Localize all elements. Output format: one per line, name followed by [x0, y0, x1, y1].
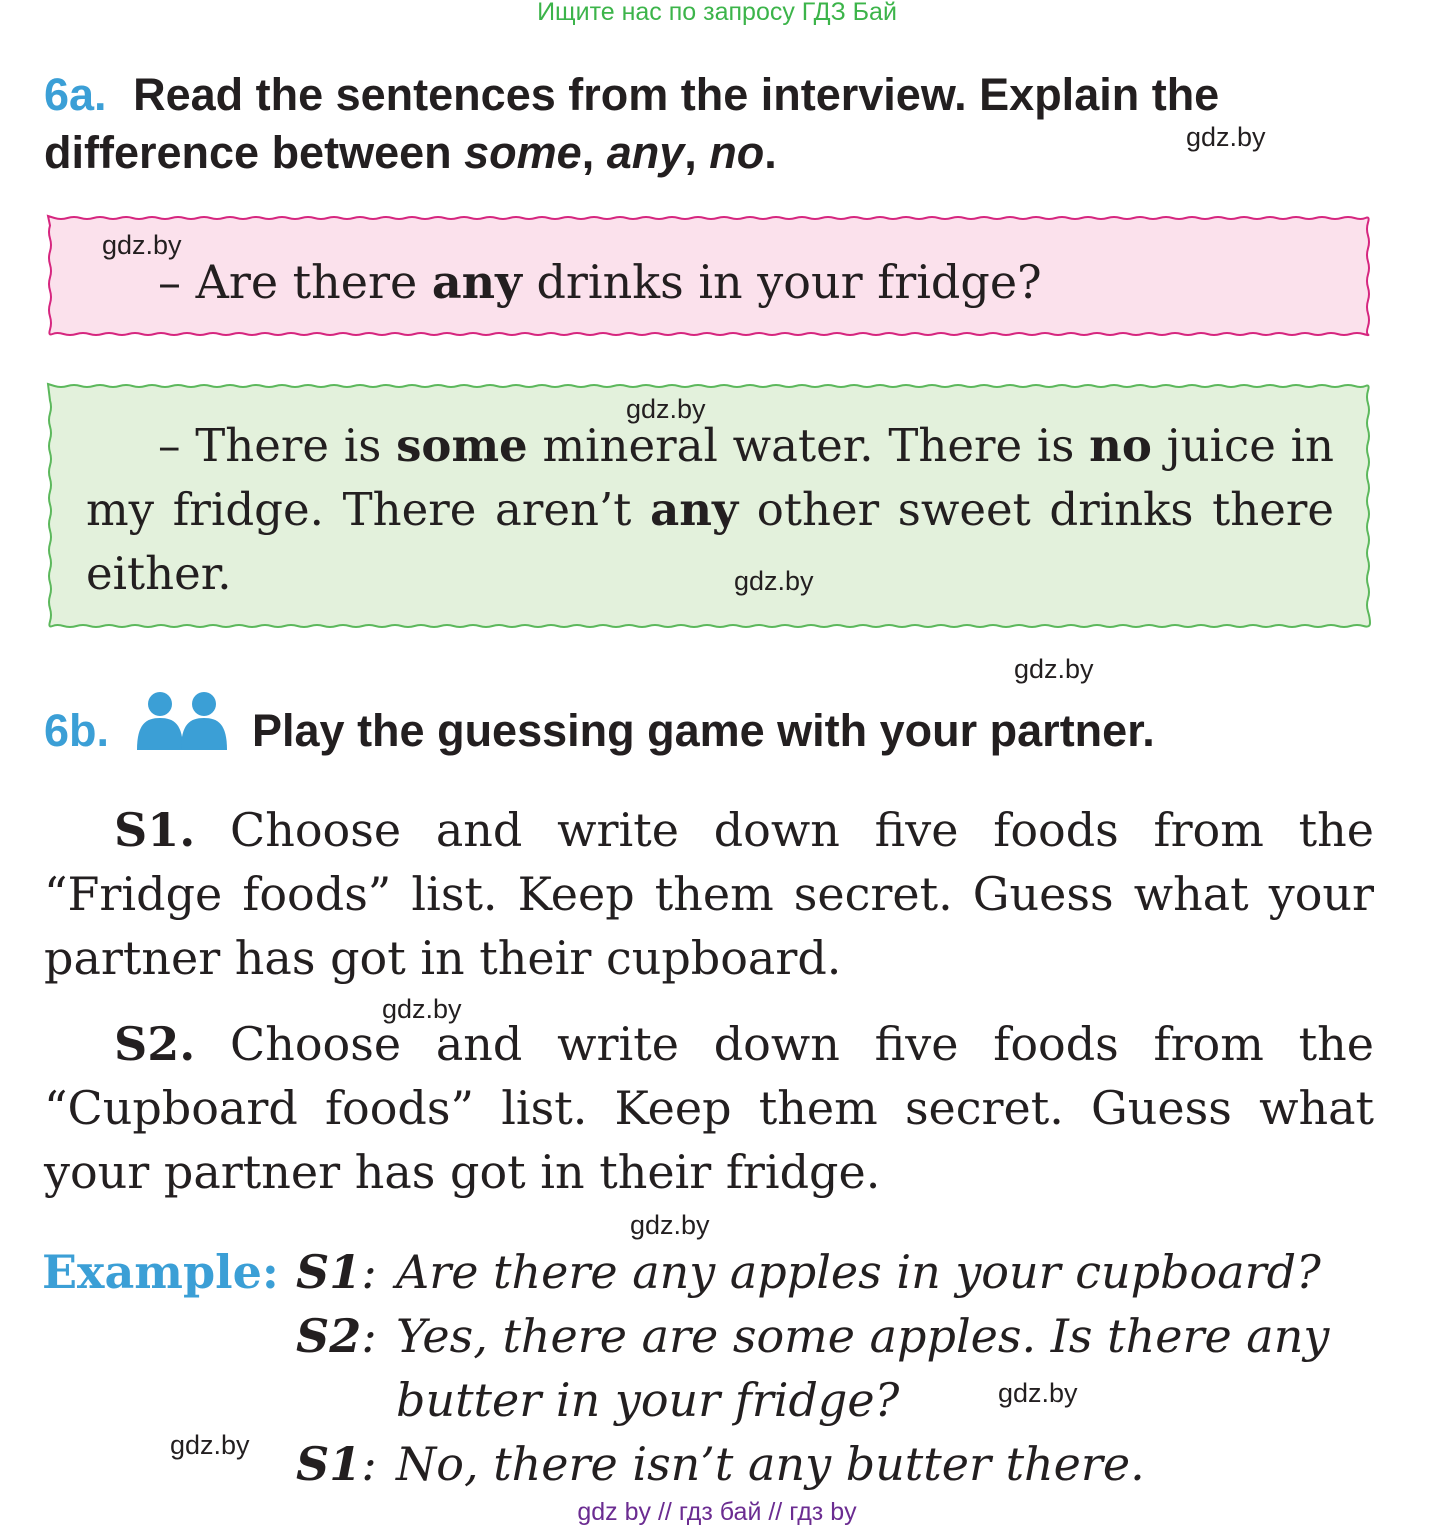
exercise-6a-heading: [44, 66, 1379, 182]
dialogue-line: S1: Are there any apples in your cupboard?: [296, 1245, 1321, 1299]
line-text: butter in your fridge?: [396, 1373, 900, 1427]
bold-any: any: [650, 483, 739, 536]
bold-some: some: [396, 419, 528, 472]
watermark: gdz.by: [734, 566, 814, 596]
bold-no: no: [1089, 419, 1152, 472]
exercise-number: 6b.: [44, 705, 110, 756]
sentence-part: drinks in your fridge?: [521, 255, 1042, 309]
pair-work-icon: [136, 690, 228, 750]
speaker: S2: [296, 1309, 362, 1363]
watermark: gdz.by: [102, 230, 182, 260]
watermark: gdz.by: [626, 394, 706, 424]
bottom-links[interactable]: gdz by // гдз бай // гдз by: [577, 1498, 857, 1526]
heading-line-1: Read the sentences from the interview. Explain the: [133, 69, 1220, 120]
sentence-part: other sweet drinks there either.: [86, 483, 1334, 600]
dialogue-line: S2: Yes, there are some apples. Is there any: [296, 1309, 1330, 1363]
exercise-number: 6a.: [44, 69, 107, 120]
answer-sentence: [86, 414, 1334, 606]
s2-text: Choose and write down five foods from the “Cupboard foods” list. Keep them secret. Guess what your partner has got in their fridge.: [44, 1017, 1374, 1199]
bold-any: any: [431, 255, 522, 309]
s1-instruction: [44, 798, 1374, 990]
watermark: gdz.by: [630, 1210, 710, 1240]
s1-label: S1.: [114, 803, 196, 857]
sentence-part: juice in my fridge. There aren’t: [86, 419, 1334, 536]
watermark: gdz.by: [170, 1430, 250, 1460]
s1-text: Choose and write down five foods from the “Fridge foods” list. Keep them secret. Guess what your partner has got in their cupboard.: [44, 803, 1374, 985]
top-banner[interactable]: Ищите нас по запросу ГДЗ Бай: [537, 0, 897, 26]
question-sentence: [158, 250, 1042, 314]
sentence-part: mineral water. There is: [527, 419, 1090, 472]
question-box: [42, 210, 1376, 342]
dialogue-line: S1: No, there isn’t any butter there.: [296, 1437, 1145, 1491]
exercise-6b-heading: [44, 702, 109, 760]
word-no: no: [709, 127, 765, 178]
line-text: Yes, there are some apples. Is there any: [396, 1309, 1330, 1363]
comma: ,: [581, 127, 607, 178]
sentence-part: – There is: [158, 419, 397, 472]
word-any: any: [606, 127, 685, 178]
watermark: gdz.by: [382, 994, 462, 1024]
s2-label: S2.: [114, 1017, 196, 1071]
example-dialogue: [296, 1240, 1329, 1496]
word-some: some: [464, 127, 582, 178]
answer-box: [42, 378, 1376, 634]
watermark: gdz.by: [998, 1378, 1078, 1408]
line-text: No, there isn’t any butter there.: [396, 1437, 1145, 1491]
watermark: gdz.by: [1014, 654, 1094, 684]
comma: ,: [684, 127, 710, 178]
example-label: Example:: [42, 1245, 279, 1299]
s2-instruction: [44, 1012, 1374, 1204]
sentence-part: – Are there: [158, 255, 432, 309]
period: .: [764, 127, 777, 178]
speaker: S1: [296, 1245, 362, 1299]
watermark: gdz.by: [1186, 122, 1266, 152]
dialogue-line: [296, 1368, 1329, 1432]
heading-line-2: difference between: [44, 127, 465, 178]
speaker: S1: [296, 1437, 362, 1491]
line-text: Are there any apples in your cupboard?: [396, 1245, 1321, 1299]
exercise-6b-title: Play the guessing game with your partner.: [252, 705, 1155, 756]
